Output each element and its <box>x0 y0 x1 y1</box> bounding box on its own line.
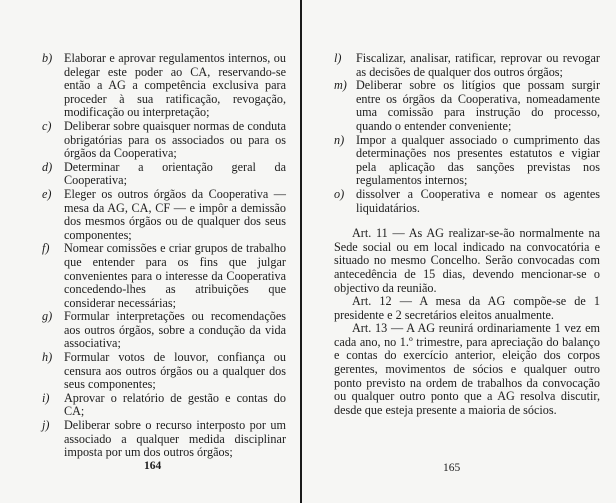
list-item <box>334 134 600 188</box>
list-item <box>334 52 600 79</box>
article-paragraph: Art. 12 — A mesa da AG compõe-se de 1 presidente e 2 secretários eleitos anualmente. <box>334 294 600 322</box>
item-text: Determinar a orientação geral da Cooperativa; <box>64 159 286 188</box>
item-text: Formular votos de louvor, confiança ou censura aos outros órgãos ou a qualquer dos seus componentes; <box>64 350 286 392</box>
item-letter: n) <box>334 132 345 147</box>
item-letter: h) <box>42 350 53 365</box>
list-item <box>334 79 600 133</box>
left-page <box>0 0 300 503</box>
list-item <box>334 188 600 215</box>
list-item <box>42 188 286 242</box>
list-item <box>42 120 286 161</box>
item-letter: c) <box>42 118 52 133</box>
item-text: Deliberar sobre quaisquer normas de conduta obrigatórias para os associados ou para os órgãos da Cooperativa; <box>64 118 286 161</box>
left-item-list <box>42 52 286 460</box>
list-item <box>42 419 286 460</box>
item-letter: i) <box>42 390 50 405</box>
item-text: Impor a qualquer associado o cumprimento das determinações nos presentes estatutos e vigiar pela aplicação das sanções previstas nos regulamentos internos; <box>356 132 600 188</box>
list-item <box>42 242 286 310</box>
item-letter: j) <box>42 418 50 433</box>
item-text: dissolver a Cooperativa e nomear os agentes liquidatários. <box>356 186 600 215</box>
list-item <box>42 161 286 188</box>
item-text: Deliberar sobre os litígios que possam surgir entre os órgãos da Cooperativa, nomeadamente uma comissão para instrução do processo, quando o entender conveniente; <box>356 78 600 133</box>
article-paragraph: Art. 11 — As AG realizar-se-ão normalmente na Sede social ou em local indicado na convocatória e situado no mesmo Concelho. Serão convocadas com antecedência de 15 dias, devendo mencionar-se o objectivo da reunião. <box>334 226 600 295</box>
page-number: 164 <box>144 460 162 472</box>
item-letter: d) <box>42 159 53 174</box>
right-page <box>302 0 616 503</box>
item-text: Eleger os outros órgãos da Cooperativa — mesa da AG, CA, CF — e impôr a demissão dos mesmos órgãos ou de qualquer dos seus componentes; <box>64 186 286 242</box>
item-letter: o) <box>334 186 345 201</box>
item-letter: b) <box>42 51 53 65</box>
item-text: Nomear comissões e criar grupos de trabalho que entender para os fins que julgar convenientes para o interesse da Cooperativa concedendo-lhes as atribuições que considerar necessárias; <box>64 241 286 310</box>
article-paragraph: Art. 13 — A AG reunirá ordinariamente 1 vez em cada ano, no 1.º trimestre, para apreciação do balanço e contas do exercício anterior, eleição dos corpos gerentes, movimentos de sócios e qualquer outro ponto previsto na ordem de trabalhos da convocação ou qualquer outro ponto que a AG resolva discutir, desde que esteja presente a maioria de sócios. <box>334 321 600 417</box>
item-text: Elaborar e aprovar regulamentos internos, ou delegar este poder ao CA, reservando-se então a AG a competência exclusiva para proceder à sua ratificação, revogação, modificação ou interpretação; <box>64 51 286 120</box>
item-letter: m) <box>334 78 347 93</box>
item-text: Deliberar sobre o recurso interposto por um associado a qualquer medida disciplinar imposta por um dos outros órgãos; <box>64 418 286 460</box>
right-item-list <box>334 52 600 215</box>
list-item <box>42 351 286 392</box>
item-letter: e) <box>42 186 52 201</box>
articles <box>334 227 600 417</box>
page-number: 165 <box>443 462 461 474</box>
item-text: Fiscalizar, analisar, ratificar, reprovar ou revogar as decisões de qualquer dos outros órgãos; <box>356 51 600 79</box>
list-item <box>42 52 286 120</box>
item-text: Formular interpretações ou recomendações aos outros órgãos, sobre a condução da vida associativa; <box>64 309 286 351</box>
item-letter: g) <box>42 309 53 324</box>
item-letter: f) <box>42 241 50 256</box>
list-item <box>42 392 286 419</box>
item-text: Aprovar o relatório de gestão e contas do CA; <box>64 390 286 419</box>
list-item <box>42 310 286 351</box>
item-letter: l) <box>334 51 342 65</box>
